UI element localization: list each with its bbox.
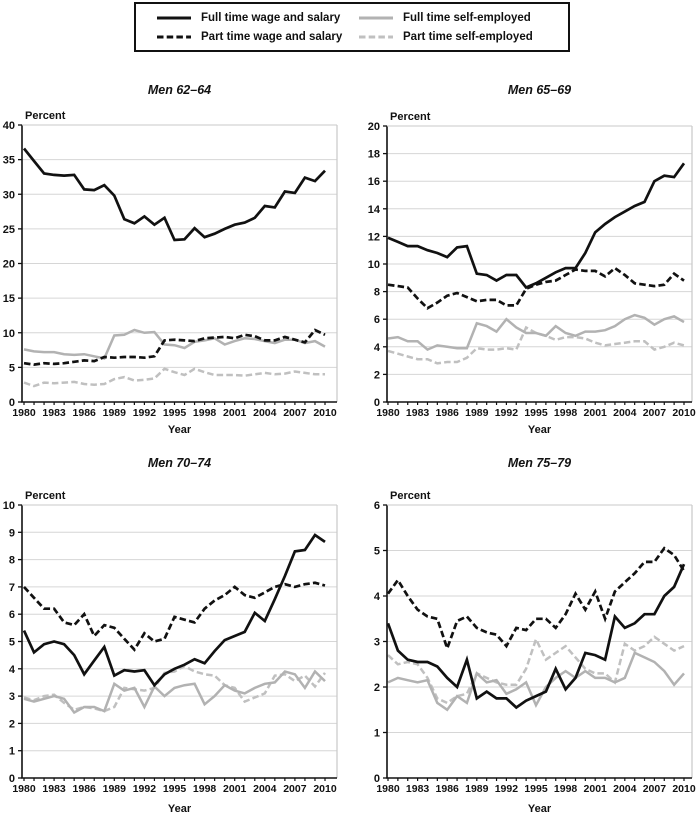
legend-item-part-time-self-employed — [358, 31, 560, 43]
x-axis-label: Year — [167, 803, 192, 815]
y-tick-label: 0 — [8, 773, 15, 785]
y-tick-label: 40 — [2, 120, 15, 132]
panel-title: Men 75–79 — [507, 456, 572, 470]
legend-line-solid-black-icon — [156, 14, 192, 22]
x-tick-label: 1995 — [162, 783, 187, 795]
panel-title: Men 62–64 — [147, 83, 212, 97]
y-tick-label: 14 — [367, 203, 380, 216]
y-axis-label: Percent — [25, 490, 66, 502]
x-axis-label: Year — [167, 424, 192, 436]
legend-item-full-time-self-employed — [358, 12, 560, 24]
x-tick-label: 1989 — [465, 783, 489, 795]
x-tick-label: 2004 — [613, 783, 637, 795]
x-tick-label: 1980 — [376, 783, 400, 795]
y-tick-label: 1 — [8, 745, 15, 758]
y-tick-label: 10 — [2, 327, 15, 340]
x-tick-label: 1980 — [376, 407, 400, 419]
y-tick-label: 12 — [367, 231, 380, 244]
x-tick-label: 1980 — [12, 783, 36, 795]
x-tick-label: 1986 — [435, 783, 459, 795]
x-tick-label: 2010 — [313, 783, 337, 795]
panel-title: Men 70–74 — [147, 456, 212, 470]
x-tick-label: 2001 — [223, 783, 247, 795]
y-tick-label: 6 — [373, 314, 380, 327]
y-tick-label: 35 — [2, 154, 15, 167]
y-tick-label: 10 — [367, 259, 380, 271]
y-tick-label: 1 — [373, 727, 380, 740]
x-tick-label: 1989 — [102, 783, 126, 795]
legend-item-part-time-wage — [156, 31, 358, 43]
series-line-dashed-black — [388, 548, 684, 648]
x-tick-label: 1983 — [42, 407, 66, 419]
y-axis-label: Percent — [390, 490, 431, 502]
x-tick-label: 1986 — [72, 783, 96, 795]
x-tick-label: 1998 — [192, 407, 217, 419]
x-tick-label: 2010 — [672, 783, 696, 795]
x-axis-label: Year — [527, 803, 552, 815]
y-tick-label: 0 — [373, 397, 380, 409]
x-tick-label: 1998 — [553, 783, 578, 795]
chart-men-65-69 — [350, 80, 700, 442]
series-line-solid-gray — [24, 672, 325, 713]
y-tick-label: 30 — [2, 189, 15, 202]
panel-title: Men 65–69 — [507, 83, 572, 97]
legend — [134, 2, 570, 52]
y-tick-label: 16 — [367, 176, 380, 189]
x-axis-label: Year — [527, 424, 552, 436]
y-tick-label: 2 — [373, 369, 380, 382]
y-tick-label: 0 — [373, 773, 380, 785]
x-tick-label: 1992 — [494, 407, 519, 419]
x-tick-label: 1986 — [435, 407, 459, 419]
y-tick-label: 5 — [373, 545, 380, 558]
x-tick-label: 2007 — [642, 783, 667, 795]
x-tick-label: 2004 — [253, 783, 277, 795]
series-line-dashed-gray — [24, 369, 325, 386]
chart-men-70-74 — [0, 452, 350, 822]
x-tick-label: 2007 — [283, 783, 307, 795]
series-line-dashed-black — [24, 330, 325, 365]
y-tick-label: 3 — [373, 636, 380, 649]
series-line-solid-black — [388, 163, 684, 287]
legend-label: Full time self-employed — [403, 11, 531, 24]
y-tick-label: 8 — [8, 554, 15, 567]
x-tick-label: 2001 — [223, 407, 247, 419]
y-tick-label: 4 — [373, 591, 380, 603]
y-tick-label: 5 — [8, 636, 15, 649]
y-tick-label: 8 — [373, 286, 380, 299]
legend-item-full-time-wage — [156, 12, 358, 24]
y-axis-label: Percent — [25, 110, 66, 122]
x-tick-label: 1992 — [132, 783, 157, 795]
series-line-solid-gray — [388, 315, 684, 350]
series-line-dashed-black — [24, 583, 325, 650]
legend-line-solid-gray-icon — [358, 14, 394, 22]
x-tick-label: 1983 — [405, 407, 430, 419]
y-tick-label: 2 — [8, 718, 15, 731]
y-tick-label: 6 — [373, 500, 380, 512]
y-tick-label: 3 — [8, 691, 15, 704]
series-line-solid-black — [24, 535, 325, 685]
x-tick-label: 1986 — [72, 407, 96, 419]
y-tick-label: 6 — [8, 609, 15, 622]
series-line-solid-gray — [24, 330, 325, 358]
x-tick-label: 2004 — [253, 407, 277, 419]
x-tick-label: 1992 — [132, 407, 157, 419]
x-tick-label: 2007 — [642, 407, 667, 419]
y-tick-label: 10 — [2, 500, 15, 512]
series-line-solid-gray — [388, 653, 684, 710]
x-tick-label: 2004 — [613, 407, 637, 419]
x-tick-label: 2010 — [313, 407, 337, 419]
series-line-dashed-black — [388, 268, 684, 308]
x-tick-label: 1992 — [494, 783, 519, 795]
x-tick-label: 2010 — [672, 407, 696, 419]
y-tick-label: 0 — [8, 397, 15, 409]
legend-line-dashed-gray-icon — [358, 33, 394, 41]
x-tick-label: 1995 — [524, 407, 548, 419]
y-tick-label: 7 — [8, 581, 15, 594]
x-tick-label: 1998 — [192, 783, 217, 795]
y-tick-label: 20 — [2, 258, 15, 271]
legend-label: Full time wage and salary — [201, 11, 341, 24]
legend-label: Part time self-employed — [403, 30, 533, 43]
x-tick-label: 2001 — [583, 783, 607, 795]
x-tick-label: 1989 — [102, 407, 126, 419]
x-tick-label: 1995 — [162, 407, 187, 419]
x-tick-label: 1980 — [12, 407, 36, 419]
x-tick-label: 1998 — [553, 407, 578, 419]
x-tick-label: 1995 — [524, 783, 548, 795]
chart-men-75-79 — [350, 452, 700, 822]
y-tick-label: 15 — [2, 293, 15, 306]
y-tick-label: 4 — [8, 663, 15, 676]
y-axis-label: Percent — [390, 111, 431, 123]
y-tick-label: 20 — [367, 121, 380, 133]
x-tick-label: 2001 — [583, 407, 607, 419]
y-tick-label: 9 — [8, 527, 15, 540]
y-tick-label: 5 — [8, 362, 15, 375]
y-tick-label: 2 — [373, 682, 380, 694]
x-tick-label: 1983 — [405, 783, 430, 795]
x-tick-label: 2007 — [283, 407, 307, 419]
legend-line-dashed-black-icon — [156, 33, 192, 41]
x-tick-label: 1989 — [465, 407, 489, 419]
y-tick-label: 18 — [367, 148, 380, 161]
y-tick-label: 4 — [373, 341, 380, 354]
x-tick-label: 1983 — [42, 783, 66, 795]
y-tick-label: 25 — [2, 223, 15, 236]
chart-men-62-64 — [0, 80, 350, 442]
legend-label: Part time wage and salary — [201, 30, 343, 43]
